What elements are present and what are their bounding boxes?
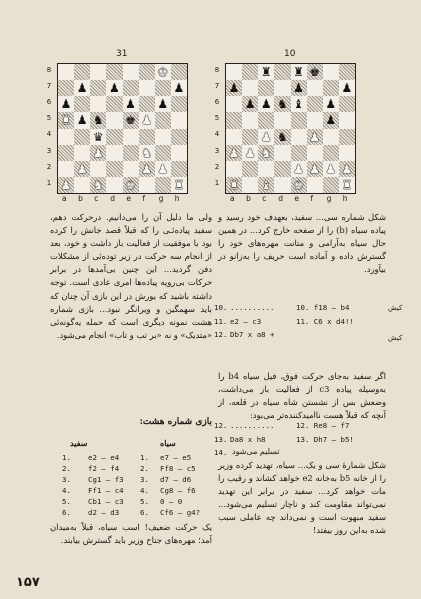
board-square — [291, 112, 307, 128]
board-square — [58, 80, 74, 96]
black-knight-icon: ♞ — [277, 97, 288, 112]
file-label: d — [110, 194, 116, 203]
rank-label: 1 — [214, 178, 220, 187]
board-square — [123, 96, 139, 112]
file-label: f — [142, 194, 146, 203]
rank-label: 3 — [214, 146, 220, 155]
board-square — [171, 80, 187, 96]
move-white: Db7 x a8 + — [230, 330, 275, 339]
black-pawn-icon: ♟ — [228, 81, 240, 96]
board-square — [274, 64, 290, 80]
chess-board-right — [225, 63, 356, 194]
board-square — [171, 96, 187, 112]
file-label: g — [326, 194, 332, 203]
board-square — [58, 64, 74, 80]
board-square — [242, 161, 258, 177]
file-label: a — [230, 194, 235, 203]
move-white: Da8 x h8 — [230, 434, 266, 444]
move-white: Cb1 — c3 — [88, 497, 124, 506]
board-square — [323, 112, 339, 128]
move-number: 2. — [62, 464, 71, 473]
file-label: e — [126, 194, 132, 203]
black-rook-icon: ♜ — [293, 65, 304, 80]
file-label: c — [262, 194, 267, 203]
board-square — [291, 145, 307, 161]
move-white: f2 — f4 — [88, 464, 120, 473]
white-pawn-icon: ♟ — [92, 145, 104, 160]
board-square — [226, 80, 242, 96]
file-label: e — [294, 194, 300, 203]
board-square — [139, 80, 155, 96]
page-number: ۱۵۷ — [16, 575, 40, 590]
move-number: 10. — [214, 303, 228, 312]
board-square — [323, 161, 339, 177]
file-label: b — [78, 194, 83, 203]
board-square — [90, 145, 106, 161]
board-square — [242, 96, 258, 112]
rank-label: 3 — [46, 146, 52, 155]
white-pawn-icon: ♟ — [60, 177, 72, 192]
board-square — [307, 129, 323, 145]
left-column-end — [50, 521, 212, 547]
board-square — [106, 64, 122, 80]
move-white: Cg1 — f3 — [88, 475, 124, 484]
board-square — [226, 129, 242, 145]
move-black: Ff8 — c5 — [160, 464, 196, 473]
board-square — [274, 112, 290, 128]
board-square — [155, 145, 171, 161]
white-pawn-icon: ♟ — [341, 161, 353, 176]
board-square — [58, 96, 74, 112]
move-black: 11. C6 x d4!! — [296, 316, 354, 326]
black-rook-icon: ♜ — [260, 65, 272, 80]
board-square — [74, 161, 90, 177]
white-pawn-icon: ♟ — [157, 161, 169, 176]
board-square — [155, 80, 171, 96]
board-square — [74, 80, 90, 96]
board-square — [90, 161, 106, 177]
move-black: e7 — e5 — [160, 453, 192, 462]
move-number: 14. — [214, 448, 228, 457]
board-square — [139, 177, 155, 193]
board-square — [307, 80, 323, 96]
move-white: d2 — d3 — [88, 508, 120, 517]
black-pawn-icon: ♟ — [76, 81, 88, 96]
board-square — [226, 177, 242, 193]
board-square — [274, 177, 290, 193]
rank-label: 7 — [46, 82, 52, 91]
rank-label: 6 — [46, 98, 52, 107]
board-square — [155, 129, 171, 145]
board-square — [123, 129, 139, 145]
board-square — [258, 64, 274, 80]
black-knight-icon: ♞ — [92, 113, 104, 128]
move-black: 0 — 0 — [160, 497, 183, 506]
rank-label: 8 — [214, 66, 220, 74]
file-label: a — [62, 194, 67, 203]
black-pawn-icon: ♟ — [325, 97, 337, 112]
move-black: 10. f18 — b4 — [296, 303, 350, 312]
board-square — [123, 64, 139, 80]
board-square — [339, 64, 355, 80]
board-square — [242, 80, 258, 96]
board-square — [74, 96, 90, 112]
white-king-icon: ♚ — [293, 177, 304, 192]
file-label: d — [278, 194, 284, 203]
board-square — [123, 177, 139, 193]
board-square — [139, 145, 155, 161]
board-square — [242, 145, 258, 161]
board-square — [139, 96, 155, 112]
board-square — [106, 112, 122, 128]
black-bishop-icon: ♝ — [293, 97, 304, 112]
board-square — [274, 145, 290, 161]
move-number: 3. — [62, 475, 71, 484]
board-square — [58, 112, 74, 128]
move-number: 6. — [140, 508, 149, 517]
board-square — [123, 80, 139, 96]
diagram-number-left: 31 — [116, 49, 128, 59]
board-square — [171, 161, 187, 177]
board-square — [307, 96, 323, 112]
black-pawn-icon: ♟ — [341, 81, 353, 96]
move-black: 13. Dh7 — b5! — [296, 434, 354, 444]
board-square — [291, 129, 307, 145]
board-square — [155, 112, 171, 128]
white-knight-icon: ♞ — [92, 177, 104, 192]
file-label: c — [94, 194, 99, 203]
paragraph: شکل شماره سی... سفید، بعهدف خود رسید و پیاده سیاه (b) را از صفحه خارج کرد... در همین حال سیاه به‌آرامی و متانت مهره‌های خود را گسترش داده و آماده است حریف را به‌زانو در بیآورد. — [218, 212, 386, 275]
board-square — [307, 161, 323, 177]
board-square — [258, 96, 274, 112]
board-square — [226, 145, 242, 161]
board-square — [226, 112, 242, 128]
white-rook-icon: ♜ — [341, 177, 353, 192]
rank-label: 4 — [46, 130, 52, 139]
board-square — [74, 112, 90, 128]
board-square — [139, 64, 155, 80]
move-black: Cg8 — f6 — [160, 486, 196, 495]
board-square — [90, 96, 106, 112]
white-pawn-icon: ♟ — [141, 113, 153, 128]
board-square — [90, 80, 106, 96]
white-rook-icon: ♜ — [228, 177, 240, 192]
file-label: g — [158, 194, 164, 203]
board-square — [291, 80, 307, 96]
right-column-intro — [218, 211, 386, 276]
move-black: 12. Re8 — f7 — [296, 421, 350, 430]
black-pawn-icon: ♟ — [157, 97, 169, 112]
move-white: e2 — e4 — [88, 453, 120, 462]
board-square — [291, 64, 307, 80]
board-square — [339, 80, 355, 96]
move-number: 6. — [62, 508, 71, 517]
board-square — [74, 64, 90, 80]
move-number: 1. — [140, 453, 149, 462]
board-square — [323, 80, 339, 96]
move-number: 4. — [140, 486, 149, 495]
black-king-icon: ♚ — [309, 65, 321, 80]
white-rook-icon: ♜ — [60, 113, 72, 128]
paragraph: اگر سفید به‌جای حرکت فوق، فیل سیاه b4 را به‌وسیله پیاده c3 از فعالیت باز می‌داشت، وضعش بس از نشستن شاه سیاه در قلعه، از آنچه که قبلاً هست ناامیدکننده‌تر می‌بود: — [218, 371, 387, 421]
black-pawn-icon: ♟ — [60, 97, 72, 112]
board-square — [258, 129, 274, 145]
game8-white-header: سفید — [70, 438, 88, 448]
board-square — [123, 161, 139, 177]
board-square — [323, 64, 339, 80]
paragraph: ولی ما دلیل آن را می‌دانیم. درحرکت دهم، سفید پیاده‌ئـی را که قبلاً قصد جانش را کرده بود با موفقیت از فعالیت باز داشت و خود، بعد از انجام سه حرکت در زیر توده‌ئی از مشکلات دفن گردید... این چنین بی‌آمدها در برابر حرکات بی‌رویه پیاده‌ها امری عادی است. توجه داشته باشید که یورش در این بازی آن چنان که باید سهمگین و ویرانگر نبود... بازی شماره هشت نمونه دیگری است که حمله یه‌گونه‌ئی «متدیک» و نه «بر تب و تاب» انجام می‌شود. — [50, 212, 212, 340]
board-square — [258, 112, 274, 128]
board-square — [226, 96, 242, 112]
board-square — [106, 129, 122, 145]
board-square — [242, 129, 258, 145]
move-black: d7 — d6 — [160, 475, 192, 484]
black-pawn-icon: ♟ — [325, 113, 337, 128]
board-square — [242, 177, 258, 193]
white-bishop-icon: ♝ — [260, 177, 272, 192]
board-square — [291, 161, 307, 177]
rank-label: 1 — [46, 178, 52, 187]
file-label: b — [246, 194, 251, 203]
board-square — [90, 177, 106, 193]
board-square — [155, 177, 171, 193]
board-square — [274, 96, 290, 112]
white-rook-icon: ♜ — [173, 177, 185, 192]
board-square — [106, 80, 122, 96]
black-pawn-icon: ♟ — [293, 81, 304, 96]
move-number: 12. — [214, 330, 228, 339]
file-label: h — [174, 194, 180, 203]
rank-label: 2 — [214, 162, 220, 171]
board-square — [323, 129, 339, 145]
board-square — [323, 96, 339, 112]
rank-label: 6 — [214, 98, 220, 107]
board-square — [226, 161, 242, 177]
rank-label: 4 — [214, 130, 220, 139]
paragraph: شکل شمارهٔ سی و یک... سیاه، تهدید کرده وزیر را از خانه b5 به‌خانه e2 خواهد کشاند و رقیب را مات خواهد کرد... سفید در برابر این تهدید نمی‌تواند مقاومت کند و ناچار تسلیم می‌شود... سفید مبهوت است و نمی‌داند چه عاملی سبب شده به‌این روز بیفتد! — [218, 460, 387, 536]
board-square — [139, 161, 155, 177]
black-king-icon: ♚ — [125, 113, 136, 128]
black-queen-icon: ♛ — [92, 129, 104, 144]
right-column-end — [218, 459, 386, 538]
rank-label: 7 — [214, 82, 220, 91]
move-number: 12. — [214, 421, 228, 430]
board-square — [307, 112, 323, 128]
board-square — [139, 112, 155, 128]
board-square — [171, 177, 187, 193]
move-number: 11. — [214, 316, 228, 326]
white-pawn-icon: ♟ — [244, 145, 256, 160]
board-square — [226, 64, 242, 80]
white-knight-icon: ♞ — [260, 145, 272, 160]
white-pawn-icon: ♟ — [309, 129, 321, 144]
black-pawn-icon: ♟ — [173, 81, 185, 96]
black-pawn-icon: ♟ — [125, 97, 136, 112]
board-square — [106, 177, 122, 193]
white-king-icon: ♚ — [157, 65, 169, 80]
board-square — [155, 161, 171, 177]
move-white: e2 — c3 — [230, 316, 262, 326]
black-pawn-icon: ♟ — [244, 97, 256, 112]
board-square — [171, 64, 187, 80]
move-white: تسلیم می‌شود — [232, 447, 280, 456]
board-square — [291, 96, 307, 112]
white-knight-icon: ♞ — [141, 145, 153, 160]
black-pawn-icon: ♟ — [260, 97, 272, 112]
rank-label: 2 — [46, 162, 52, 171]
board-square — [339, 129, 355, 145]
board-square — [274, 80, 290, 96]
board-square — [155, 64, 171, 80]
move-white: .......... — [230, 303, 275, 312]
board-square — [123, 145, 139, 161]
board-square — [274, 161, 290, 177]
left-column-intro — [50, 211, 212, 342]
rank-label: 5 — [46, 114, 52, 123]
board-square — [90, 64, 106, 80]
move-number: 4. — [62, 486, 71, 495]
board-square — [90, 112, 106, 128]
white-pawn-icon: ♟ — [228, 145, 240, 160]
file-label: h — [342, 194, 348, 203]
move-number: 1. — [62, 453, 71, 462]
board-square — [58, 161, 74, 177]
board-square — [258, 161, 274, 177]
move-number: 3. — [140, 475, 149, 484]
board-square — [58, 145, 74, 161]
black-knight-icon: ♞ — [277, 129, 288, 144]
white-pawn-icon: ♟ — [141, 161, 153, 176]
board-square — [123, 112, 139, 128]
board-square — [171, 145, 187, 161]
diagram-number-right: 10 — [284, 49, 296, 59]
board-square — [258, 145, 274, 161]
board-square — [339, 177, 355, 193]
move-white: Ff1 — c4 — [88, 486, 124, 495]
white-pawn-icon: ♟ — [76, 161, 88, 176]
board-square — [339, 112, 355, 128]
black-pawn-icon: ♟ — [109, 81, 120, 96]
chess-board-left — [57, 63, 188, 194]
rank-label: 5 — [214, 114, 220, 123]
board-square — [74, 129, 90, 145]
board-square — [106, 161, 122, 177]
board-square — [339, 96, 355, 112]
board-square — [307, 64, 323, 80]
move-number: 5. — [62, 497, 71, 506]
white-pawn-icon: ♟ — [293, 161, 304, 176]
board-square — [274, 129, 290, 145]
black-pawn-icon: ♟ — [76, 113, 88, 128]
board-square — [291, 177, 307, 193]
move-white: .......... — [230, 421, 275, 430]
paragraph: یک حرکت ضعیف! اسب سیاه، قبلاً به‌میدان آمد؛ مهره‌های جناح وزیر باید گسترش بیابند. — [50, 522, 212, 546]
file-label: f — [310, 194, 314, 203]
margin-note: کیش — [388, 304, 403, 312]
white-pawn-icon: ♟ — [309, 161, 321, 176]
board-square — [242, 64, 258, 80]
board-square — [242, 112, 258, 128]
margin-note: کیش — [388, 334, 403, 342]
board-square — [307, 145, 323, 161]
board-square — [307, 177, 323, 193]
board-square — [106, 145, 122, 161]
move-number: 2. — [140, 464, 149, 473]
game8-black-header: سیاه — [160, 438, 176, 448]
white-pawn-icon: ♟ — [260, 129, 272, 144]
board-square — [106, 96, 122, 112]
board-square — [323, 177, 339, 193]
white-king-icon: ♚ — [125, 177, 136, 192]
move-black: Cf6 — g4? — [160, 508, 201, 517]
board-square — [339, 161, 355, 177]
board-square — [258, 177, 274, 193]
game8-title: بازی شماره هشت: — [139, 417, 212, 427]
move-number: 5. — [140, 497, 149, 506]
board-square — [339, 145, 355, 161]
board-square — [139, 129, 155, 145]
rank-label: 8 — [46, 66, 52, 74]
right-column-middle — [218, 370, 386, 422]
move-number: 13. — [214, 434, 228, 444]
white-pawn-icon: ♟ — [325, 161, 337, 176]
board-square — [171, 129, 187, 145]
board-square — [90, 129, 106, 145]
board-square — [58, 177, 74, 193]
board-square — [258, 80, 274, 96]
board-square — [171, 112, 187, 128]
board-square — [323, 145, 339, 161]
board-square — [58, 129, 74, 145]
board-square — [74, 145, 90, 161]
board-square — [74, 177, 90, 193]
board-square — [155, 96, 171, 112]
